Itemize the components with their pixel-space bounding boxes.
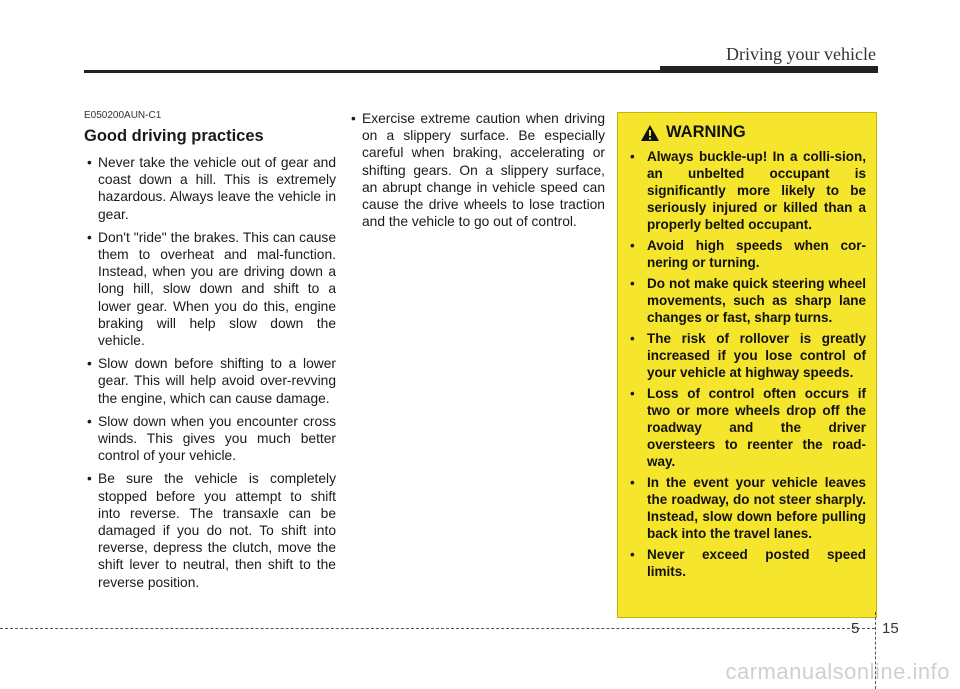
section-code: E050200AUN-C1 xyxy=(84,110,162,121)
warning-item: • Do not make quick steering wheel movements, such as sharp lane changes or fast, sharp turns. xyxy=(628,275,866,326)
warning-box xyxy=(617,112,877,618)
running-header: Driving your vehicle xyxy=(726,44,876,64)
header-rule xyxy=(84,70,660,73)
list-item: • Slow down when you encounter cross winds. This gives you much better control of your vehicle. xyxy=(84,413,336,465)
warning-item: • Never exceed posted speed limits. xyxy=(628,546,866,580)
middle-column xyxy=(348,110,605,236)
warning-item: • Loss of control often occurs if two or more wheels drop off the roadway and the driver oversteers to reenter the road-way. xyxy=(628,385,866,470)
warning-item: • The risk of rollover is greatly increased if you lose control of your vehicle at highway speeds. xyxy=(628,330,866,381)
list-item: • Never take the vehicle out of gear and coast down a hill. This is extremely hazardous. Always leave the vehicle in gear. xyxy=(84,154,336,223)
practice-list xyxy=(84,154,336,591)
list-item: • Be sure the vehicle is completely stopped before you attempt to shift into reverse. The transaxle can be damaged if you do not. To shift into reverse, depress the clutch, move the shift lever to neutral, then shift to the reverse position. xyxy=(84,470,336,590)
warning-item: • Always buckle-up! In a colli-sion, an unbelted occupant is significantly more likely to be seriously injured or killed than a properly belted occupant. xyxy=(628,148,866,233)
practice-list-continued xyxy=(348,110,605,230)
chapter-number: 5 xyxy=(851,620,860,637)
page-number: 15 xyxy=(882,620,899,637)
warning-triangle-icon xyxy=(640,124,660,142)
header-rule-accent xyxy=(660,66,878,73)
footer-rule xyxy=(0,628,875,629)
watermark: carmanualsonline.info xyxy=(725,659,950,684)
section-heading: Good driving practices xyxy=(84,127,264,145)
list-item: • Exercise extreme caution when driving on a slippery surface. Be especially careful when braking, accelerating or shifting gears. On a slippery surface, an abrupt change in vehicle speed can cause the drive wheels to lose traction and the vehicle to go out of control. xyxy=(348,110,605,230)
warning-header xyxy=(640,123,866,142)
warning-item: • Avoid high speeds when cor-nering or turning. xyxy=(628,237,866,271)
warning-item: • In the event your vehicle leaves the roadway, do not steer sharply. Instead, slow down before pulling back into the travel lanes. xyxy=(628,474,866,542)
warning-title: WARNING xyxy=(666,123,746,141)
list-item: • Slow down before shifting to a lower gear. This will help avoid over-revving the engine, which can cause damage. xyxy=(84,355,336,407)
left-column xyxy=(84,110,336,597)
list-item: • Don't "ride" the brakes. This can cause them to overheat and mal-function. Instead, when you are driving down a long hill, slow down and shift to a lower gear. When you do this, engine braking will help slow down the vehicle. xyxy=(84,229,336,349)
warning-list xyxy=(628,148,866,580)
